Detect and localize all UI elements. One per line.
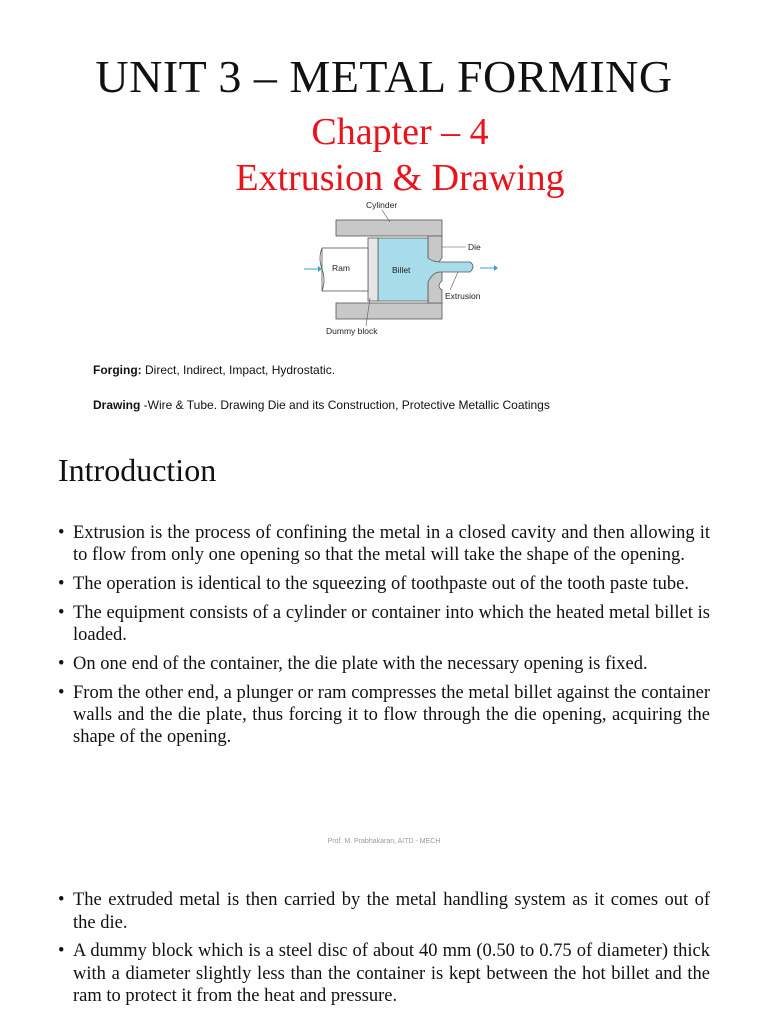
- label-extrusion: Extrusion: [445, 291, 481, 301]
- list-item: • Extrusion is the process of confining the metal in a closed cavity and then allowing it to flow from only one opening so that the metal will take the shape of the opening.: [58, 522, 710, 566]
- continued-bullets: [58, 889, 710, 1015]
- page-footer: Prof. M. Prabhakaran, AITD - MECH: [327, 838, 441, 845]
- label-billet: Billet: [392, 265, 411, 275]
- topic-forging-label: Forging:: [93, 363, 142, 377]
- label-cylinder: Cylinder: [366, 200, 398, 210]
- topic-forging-text: Direct, Indirect, Impact, Hydrostatic.: [141, 363, 336, 377]
- list-item: • A dummy block which is a steel disc of about 40 mm (0.50 to 0.75 of diameter) thick with a diameter slightly less than the container is kept between the hot billet and the ram to protect it from the heat and pressure.: [58, 940, 710, 1008]
- label-ram: Ram: [332, 263, 350, 273]
- unit-title: UNIT 3 – METAL FORMING: [95, 51, 673, 102]
- list-item: • On one end of the container, the die plate with the necessary opening is fixed.: [58, 653, 710, 675]
- topic-drawing-label: Drawing: [93, 398, 141, 412]
- introduction-heading: Introduction: [58, 452, 217, 488]
- list-item: • From the other end, a plunger or ram compresses the metal billet against the container walls and the die plate, thus forcing it to flow through the die opening, acquiring the shape of the opening.: [58, 682, 710, 748]
- subject-title: Extrusion & Drawing: [235, 157, 565, 199]
- cylinder-top-wall: [336, 220, 442, 236]
- label-die: Die: [468, 242, 481, 252]
- list-item: • The extruded metal is then carried by the metal handling system as it comes out of the die.: [58, 889, 710, 934]
- topic-forging: [93, 363, 335, 377]
- label-dummy-block: Dummy block: [326, 326, 378, 336]
- chapter-title: Chapter – 4: [311, 111, 489, 153]
- list-item: • The operation is identical to the squeezing of toothpaste out of the tooth paste tube.: [58, 573, 710, 595]
- topic-drawing-text: -Wire & Tube. Drawing Die and its Construction, Protective Metallic Coatings: [140, 398, 550, 412]
- dummy-block-shape: [368, 238, 378, 301]
- extrusion-diagram: [300, 198, 520, 340]
- introduction-bullets: [58, 522, 710, 755]
- cylinder-bottom-wall: [336, 303, 442, 319]
- topic-drawing: [93, 398, 550, 412]
- list-item: • The equipment consists of a cylinder or container into which the heated metal billet is loaded.: [58, 602, 710, 646]
